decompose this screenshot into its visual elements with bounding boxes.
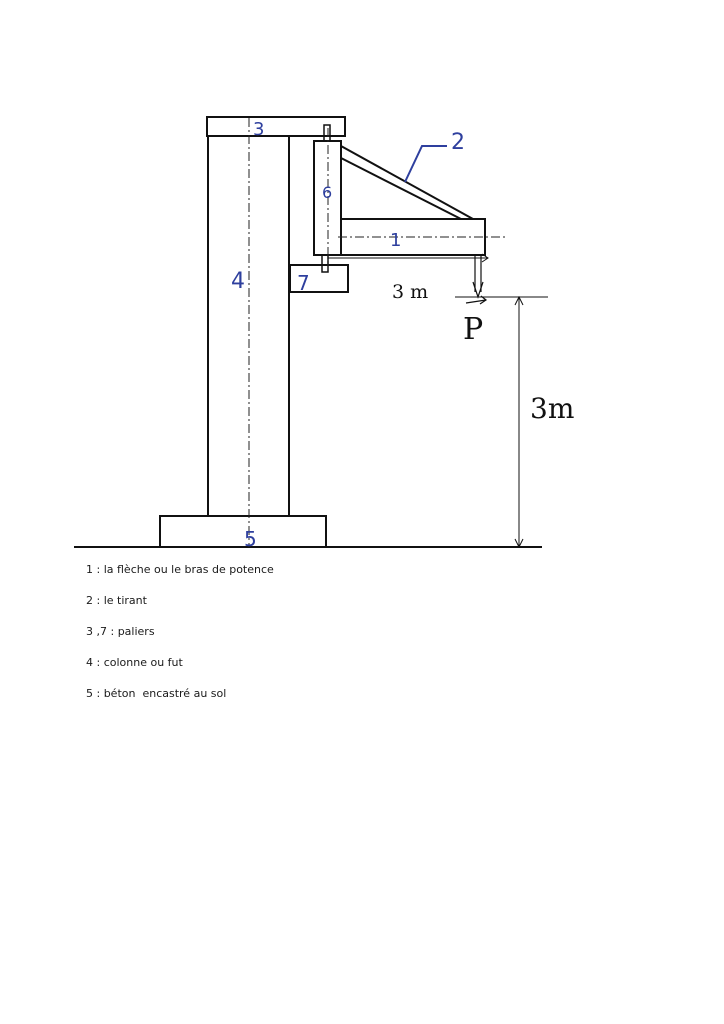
legend-item-5: 5 : béton encastré au sol [86, 687, 227, 700]
label-part-5: 5 [244, 527, 257, 551]
legend-item-1: 1 : la flèche ou le bras de potence [86, 563, 274, 576]
label-part-2: 2 [451, 130, 465, 155]
tie-rod-lower [341, 158, 461, 219]
arm-dimension-label: 3 m [392, 281, 429, 303]
height-dimension-label: 3m [530, 392, 575, 425]
tie-rod-leader [405, 146, 447, 182]
label-part-6: 6 [322, 183, 333, 202]
label-part-7: 7 [297, 271, 310, 295]
bottom-pin [322, 255, 328, 272]
label-part-4: 4 [231, 269, 245, 294]
load-label: P [463, 312, 484, 347]
legend-item-2: 2 : le tirant [86, 594, 147, 607]
label-part-1: 1 [390, 230, 402, 251]
legend [86, 563, 274, 718]
concrete-base [160, 516, 326, 547]
top-pin [324, 125, 330, 141]
label-part-3: 3 [253, 119, 265, 140]
legend-item-3: 3 ,7 : paliers [86, 625, 155, 638]
legend-item-4: 4 : colonne ou fut [86, 656, 183, 669]
tie-rod-upper [341, 146, 473, 219]
